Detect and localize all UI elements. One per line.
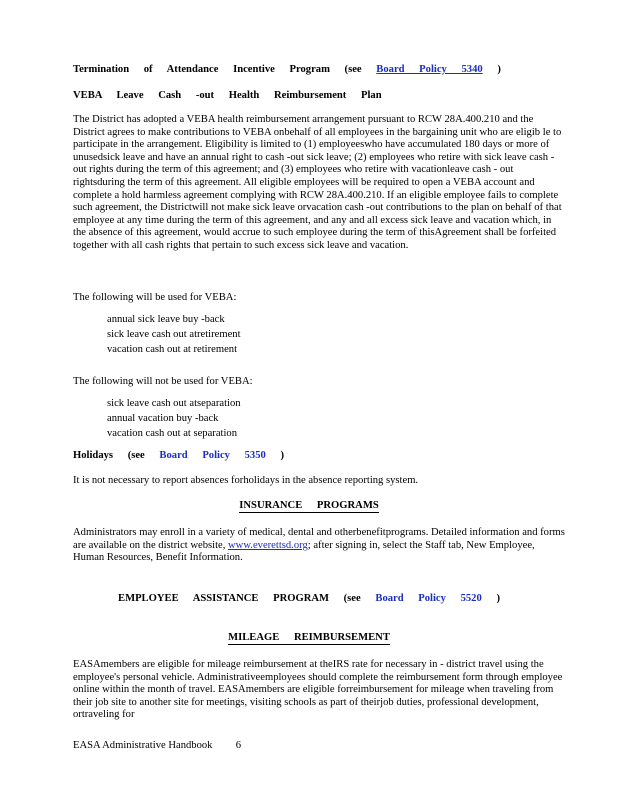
eap-heading: EMPLOYEE ASSISTANCE PROGRAM	[118, 593, 329, 604]
insurance-heading-row	[0, 500, 618, 513]
board-policy-5350-link[interactable]: Board Policy 5350	[159, 450, 266, 461]
insurance-heading: INSURANCE PROGRAMS	[239, 500, 379, 511]
mileage-heading: MILEAGE REIMBURSEMENT	[228, 632, 390, 643]
list-item: sick leave cash out atretirement	[107, 329, 241, 340]
holidays-text: It is not necessary to report absences forholidays in the absence reporting system.	[73, 475, 419, 486]
insurance-paragraph	[73, 527, 565, 565]
insurance-text-after: ; after signing in, select the Staff tab, New Employee, Human Resources, Benefit Information.	[73, 539, 535, 564]
veba-heading: VEBA Leave Cash -out Health Reimbursement Plan	[73, 90, 382, 101]
holidays-see: (see	[127, 450, 145, 461]
list-item: annual vacation buy -back	[107, 413, 219, 424]
holidays-close: )	[280, 450, 285, 461]
mileage-paragraph: EASAmembers are eligible for mileage reimbursement at theIRS rate for necessary in - district travel using the employee's personal vehicle. Administrativeemployees should complete the reimbursement form through employee online within the month of travel. EASAmembers are eligible forreimbursement for mileage when traveling from their job site to another site for meetings, visiting schools as part of theirjob duties, professional development, ortraveling for	[73, 659, 563, 721]
board-policy-5340-link[interactable]: Board Policy 5340	[376, 64, 483, 75]
page-footer	[73, 740, 241, 753]
veba-used-intro: The following will be used for VEBA:	[73, 292, 237, 303]
veba-not-used-list	[73, 396, 565, 441]
termination-heading	[73, 64, 565, 77]
footer-title: EASA Administrative Handbook	[73, 740, 213, 751]
list-item: annual sick leave buy -back	[107, 314, 225, 325]
veba-not-used-intro: The following will not be used for VEBA:	[73, 376, 253, 387]
eap-heading-row	[0, 593, 618, 606]
mileage-heading-row	[0, 632, 618, 645]
list-item: vacation cash out at retirement	[107, 344, 238, 355]
veba-paragraph: The District has adopted a VEBA health reimbursement arrangement pursuant to RCW 28A.400.210 and the District agrees to make contributions to VEBA onbehalf of all employees in the bargaining unit who are eligib le to participate in the arrangement. Eligibility is limited to (1) employeeswho have accumulated 180 days or more of unusedsick leave and have an annual right to cash -out sick leave; (2) employees who retire with sick leave cash - out rights during the term of this agreement; and (3) employees who retire with vacationleave cash - out rightsduring the term of this agreement. All eligible employees will be required to open a VEBA account and complete a hold harmless agreement complying with RCW 28A.400.210. If an eligible employee fails to complete such agreement, the Districtwill not make sick leave orvacation cash -out contributions to the plan on behalf of that employee at any time during the term of this agreement, and any and all excess sick leave and vacation which, in the absence of this agreement, would accrue to such employee during the term of thisAgreement shall be forfeited together with all cash rights that pertain to such excess sick leave and vacation.	[73, 114, 562, 251]
holidays-heading	[73, 450, 565, 463]
list-item: vacation cash out at separation	[107, 428, 238, 439]
veba-used-list	[73, 312, 565, 357]
board-policy-5520-link[interactable]: Board Policy 5520	[375, 593, 482, 604]
insurance-text-before: Administrators may enroll in a variety of medical, dental and otherbenefitprograms. Detailed information and forms are available on the district website,	[73, 527, 565, 551]
termination-title: Termination of Attendance Incentive Program (see	[73, 64, 362, 75]
holidays-title: Holidays	[73, 450, 114, 461]
eap-close: )	[496, 593, 500, 604]
termination-close: )	[497, 64, 501, 75]
eap-see: (see	[343, 593, 361, 604]
district-website-link[interactable]: www.everettsd.org	[228, 539, 308, 551]
list-item: sick leave cash out atseparation	[107, 398, 241, 409]
footer-page-number: 6	[235, 740, 242, 751]
